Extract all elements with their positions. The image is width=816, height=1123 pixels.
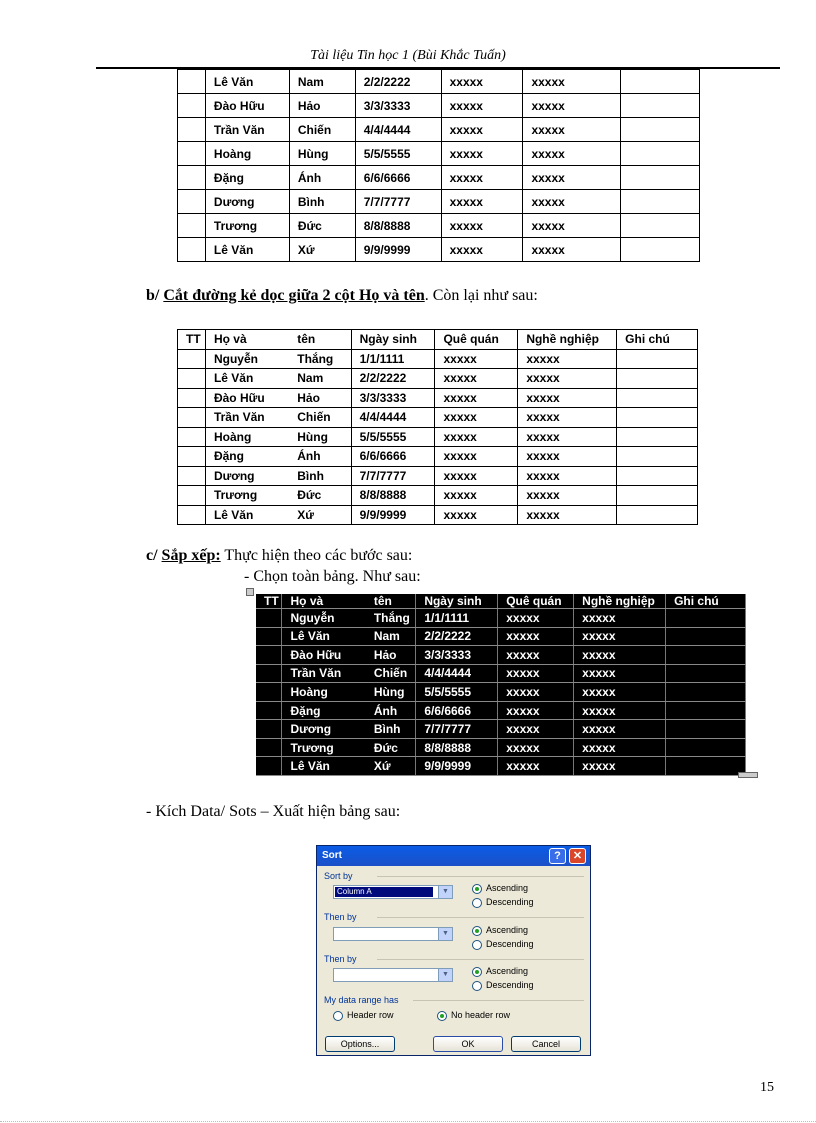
table-cell xyxy=(178,369,206,389)
section-c-prefix: c/ xyxy=(146,547,162,564)
chevron-down-icon[interactable]: ▼ xyxy=(438,969,452,981)
table-cell: Nam xyxy=(289,369,351,389)
table-row xyxy=(178,142,700,166)
table-row xyxy=(178,466,698,486)
table-row xyxy=(256,720,746,739)
table-cell: Bình xyxy=(289,466,351,486)
table-cell: 6/6/6666 xyxy=(355,166,441,190)
table-row xyxy=(256,757,746,776)
sort-by-ascending-radio[interactable] xyxy=(472,883,528,894)
radio-selected-icon xyxy=(472,884,482,894)
page-header-title: Tài liệu Tin học 1 (Bùi Khắc Tuấn) xyxy=(310,48,506,63)
table-cell: xxxxx xyxy=(498,683,574,702)
then-by-2-ascending-radio[interactable] xyxy=(472,966,528,977)
table-cell: Hùng xyxy=(289,142,355,166)
sort-dialog-titlebar xyxy=(317,846,590,866)
table-cell: Lê Văn xyxy=(282,627,366,646)
chevron-down-icon[interactable]: ▼ xyxy=(438,886,452,898)
table-cell: Chiến xyxy=(366,664,416,683)
then-by-2-label: Then by xyxy=(324,954,357,964)
table-cell xyxy=(178,238,206,262)
table-cell xyxy=(178,94,206,118)
table-cell: Chiến xyxy=(289,118,355,142)
table-cell xyxy=(178,70,206,94)
table-cell: Nguyễn xyxy=(205,349,289,369)
table-cell: xxxxx xyxy=(441,70,523,94)
radio-icon xyxy=(472,898,482,908)
table-cell: 8/8/8888 xyxy=(351,486,435,506)
table-cell: Đức xyxy=(366,738,416,757)
table-cell: xxxxx xyxy=(523,118,621,142)
table-cell xyxy=(621,94,700,118)
table-cell: Trần Văn xyxy=(282,664,366,683)
table-cell: xxxxx xyxy=(523,238,621,262)
table-cell: Ánh xyxy=(366,701,416,720)
table-cell: xxxxx xyxy=(435,466,518,486)
sort-by-value: Column A xyxy=(335,887,433,897)
table-cell: Hoàng xyxy=(282,683,366,702)
table-cell: Bình xyxy=(366,720,416,739)
close-button[interactable]: ✕ xyxy=(569,848,586,864)
table-row xyxy=(256,738,746,757)
table-cell: 7/7/7777 xyxy=(351,466,435,486)
table-cell: 3/3/3333 xyxy=(351,388,435,408)
table-cell xyxy=(621,166,700,190)
table-cell xyxy=(256,627,282,646)
table-cell: Đào Hữu xyxy=(282,646,366,665)
table-cell: Xứ xyxy=(289,505,351,525)
radio-icon xyxy=(472,981,482,991)
table-cell: Lê Văn xyxy=(205,369,289,389)
table-cell: Đặng xyxy=(282,701,366,720)
table-cell: 5/5/5555 xyxy=(355,142,441,166)
descending-label: Descending xyxy=(486,897,534,907)
table-cell: xxxxx xyxy=(435,369,518,389)
then-by-2-descending-radio[interactable] xyxy=(472,980,534,991)
table-header-cell: Họ và xyxy=(282,594,366,609)
table-cell: xxxxx xyxy=(498,720,574,739)
table-cell: Trần Văn xyxy=(205,118,289,142)
table-cell xyxy=(178,505,206,525)
table-cell xyxy=(617,369,698,389)
page-bottom-rule xyxy=(0,1121,816,1122)
radio-selected-icon xyxy=(472,926,482,936)
table-cell: Ánh xyxy=(289,166,355,190)
table-cell: Đặng xyxy=(205,166,289,190)
table-cell: Trần Văn xyxy=(205,408,289,428)
sort-dialog xyxy=(316,845,591,1056)
table-header-row xyxy=(256,594,746,609)
sort-dialog-title: Sort xyxy=(322,850,342,861)
table-cell: xxxxx xyxy=(574,701,666,720)
table-cell: Hoàng xyxy=(205,427,289,447)
table-cell: Dương xyxy=(205,466,289,486)
table-cell: Thắng xyxy=(289,349,351,369)
table-cell xyxy=(617,408,698,428)
section-b-emphasis: Cắt đường kẻ dọc giữa 2 cột Họ và tên xyxy=(163,287,425,304)
table-cell: xxxxx xyxy=(498,646,574,665)
table-cell xyxy=(178,486,206,506)
table-row xyxy=(178,238,700,262)
table-cell: xxxxx xyxy=(441,118,523,142)
table-cell: xxxxx xyxy=(574,683,666,702)
table-cell: 5/5/5555 xyxy=(416,683,498,702)
table-cell: xxxxx xyxy=(518,447,617,467)
table-cell: xxxxx xyxy=(518,505,617,525)
table-cell xyxy=(666,720,746,739)
table-cell: xxxxx xyxy=(518,369,617,389)
sort-by-descending-radio[interactable] xyxy=(472,897,534,908)
section-c-suffix: Thực hiện theo các bước sau: xyxy=(220,547,413,564)
table-header-cell: tên xyxy=(289,330,351,350)
table-row xyxy=(178,70,700,94)
table-cell: xxxxx xyxy=(435,447,518,467)
table-row xyxy=(178,118,700,142)
then-by-1-descending-radio[interactable] xyxy=(472,939,534,950)
table-cell: xxxxx xyxy=(574,646,666,665)
range-label: My data range has xyxy=(324,995,399,1005)
sort-by-combo[interactable] xyxy=(333,885,453,899)
table-header-cell: Nghề nghiệp xyxy=(574,594,666,609)
ascending-label: Ascending xyxy=(486,966,529,976)
table-cell xyxy=(666,701,746,720)
table-cell xyxy=(178,142,206,166)
table-row xyxy=(178,408,698,428)
radio-selected-icon xyxy=(437,1011,447,1021)
table-row xyxy=(256,609,746,628)
table-cell xyxy=(621,214,700,238)
table-merged-name xyxy=(177,329,698,525)
table-cell xyxy=(256,683,282,702)
table-cell xyxy=(621,190,700,214)
table-cell: 9/9/9999 xyxy=(351,505,435,525)
table-cell: xxxxx xyxy=(574,627,666,646)
table-cell: 2/2/2222 xyxy=(416,627,498,646)
sort-by-label: Sort by xyxy=(324,871,353,881)
table-cell: xxxxx xyxy=(518,486,617,506)
table-header-cell: Ghi chú xyxy=(617,330,698,350)
no-header-row-label: No header row xyxy=(451,1010,511,1020)
table-cell: Lê Văn xyxy=(205,70,289,94)
table-cell xyxy=(178,118,206,142)
table-cell: xxxxx xyxy=(435,408,518,428)
table-cell xyxy=(178,447,206,467)
table-header-cell: Nghề nghiệp xyxy=(518,330,617,350)
divider xyxy=(413,1000,584,1001)
table-row xyxy=(256,646,746,665)
table-resize-handle[interactable] xyxy=(738,772,758,778)
then-by-1-ascending-radio[interactable] xyxy=(472,925,528,936)
table-cell: Trương xyxy=(205,486,289,506)
section-c-emphasis: Sắp xếp: xyxy=(161,547,221,564)
table-row xyxy=(178,94,700,118)
table-cell: 8/8/8888 xyxy=(355,214,441,238)
table-cell xyxy=(617,486,698,506)
table-header-cell: TT xyxy=(256,594,282,609)
table-cell xyxy=(256,701,282,720)
descending-label: Descending xyxy=(486,939,534,949)
table-cell: xxxxx xyxy=(518,427,617,447)
table-header-cell: Họ và xyxy=(205,330,289,350)
ok-button[interactable]: OK xyxy=(433,1036,503,1052)
then-by-1-combo[interactable] xyxy=(333,927,453,941)
table-cell xyxy=(178,166,206,190)
table-cell: 1/1/1111 xyxy=(416,609,498,628)
ascending-label: Ascending xyxy=(486,883,529,893)
table-cell xyxy=(256,609,282,628)
table-header-cell: Ghi chú xyxy=(666,594,746,609)
table-cell: Dương xyxy=(282,720,366,739)
table-cell xyxy=(666,664,746,683)
table-cell: Đức xyxy=(289,486,351,506)
header-row-label: Header row xyxy=(347,1010,394,1020)
table-row xyxy=(256,627,746,646)
table-header-cell: tên xyxy=(366,594,416,609)
table-header-cell: Quê quán xyxy=(498,594,574,609)
table-header-cell: TT xyxy=(178,330,206,350)
table-cell: Hùng xyxy=(366,683,416,702)
table-cell: xxxxx xyxy=(435,505,518,525)
header-row-radio[interactable] xyxy=(333,1010,394,1021)
table-cell: 4/4/4444 xyxy=(355,118,441,142)
table-cell: 2/2/2222 xyxy=(355,70,441,94)
table-cell: Hảo xyxy=(366,646,416,665)
table-header-row xyxy=(178,330,698,350)
table-cell: xxxxx xyxy=(441,190,523,214)
table-cell xyxy=(617,349,698,369)
table-cell: Hảo xyxy=(289,94,355,118)
table-cell: xxxxx xyxy=(518,408,617,428)
table-row xyxy=(256,683,746,702)
table-cell: 3/3/3333 xyxy=(416,646,498,665)
section-b-prefix: b/ xyxy=(146,287,164,304)
table-cell: Trương xyxy=(282,738,366,757)
chevron-down-icon[interactable]: ▼ xyxy=(438,928,452,940)
table-cell: xxxxx xyxy=(441,214,523,238)
table-cell xyxy=(256,664,282,683)
table-cell xyxy=(178,466,206,486)
table-cell: xxxxx xyxy=(498,701,574,720)
table-cell: xxxxx xyxy=(441,238,523,262)
table-cell: xxxxx xyxy=(498,738,574,757)
radio-selected-icon xyxy=(472,967,482,977)
table-cell: Đào Hữu xyxy=(205,388,289,408)
section-b-paragraph xyxy=(146,287,538,305)
table-cell: xxxxx xyxy=(441,166,523,190)
table-continuation xyxy=(177,69,700,262)
table-cell xyxy=(617,447,698,467)
table-cell: xxxxx xyxy=(441,142,523,166)
table-cell: 4/4/4444 xyxy=(416,664,498,683)
table-cell: xxxxx xyxy=(574,609,666,628)
table-cell xyxy=(666,683,746,702)
table-cell: Hoàng xyxy=(205,142,289,166)
table-cell xyxy=(178,408,206,428)
table-cell xyxy=(256,757,282,776)
table-cell: Hảo xyxy=(289,388,351,408)
table-cell: Đức xyxy=(289,214,355,238)
table-cell xyxy=(178,349,206,369)
table-cell: xxxxx xyxy=(574,757,666,776)
table-cell: Ánh xyxy=(289,447,351,467)
options-button[interactable]: Options... xyxy=(325,1036,395,1052)
section-b-suffix: . Còn lại như sau: xyxy=(424,287,538,304)
table-cell: 8/8/8888 xyxy=(416,738,498,757)
table-cell: xxxxx xyxy=(574,720,666,739)
table-cell: xxxxx xyxy=(523,142,621,166)
table-cell xyxy=(617,388,698,408)
table-cell: Nam xyxy=(366,627,416,646)
table-cell: xxxxx xyxy=(435,486,518,506)
table-cell: xxxxx xyxy=(498,757,574,776)
table-cell: Thắng xyxy=(366,609,416,628)
then-by-2-combo[interactable] xyxy=(333,968,453,982)
table-cell: 4/4/4444 xyxy=(351,408,435,428)
table-row xyxy=(178,369,698,389)
table-cell: 9/9/9999 xyxy=(416,757,498,776)
table-row xyxy=(178,214,700,238)
table-cell: Hùng xyxy=(289,427,351,447)
table-cell: Đào Hữu xyxy=(205,94,289,118)
table-cell: xxxxx xyxy=(523,190,621,214)
cancel-button[interactable]: Cancel xyxy=(511,1036,581,1052)
table-cell: 3/3/3333 xyxy=(355,94,441,118)
table-cell: Xứ xyxy=(366,757,416,776)
then-by-1-label: Then by xyxy=(324,912,357,922)
table-row xyxy=(178,427,698,447)
table-cell xyxy=(666,627,746,646)
table-cell xyxy=(256,720,282,739)
table-selected[interactable] xyxy=(256,594,746,776)
table-row xyxy=(178,486,698,506)
table-row xyxy=(256,701,746,720)
table-move-handle[interactable] xyxy=(246,588,254,596)
table-cell: Lê Văn xyxy=(205,238,289,262)
divider xyxy=(377,917,584,918)
table-cell: xxxxx xyxy=(523,70,621,94)
table-cell xyxy=(666,609,746,628)
step2-text: - Kích Data/ Sots – Xuất hiện bảng sau: xyxy=(146,803,401,820)
table-header-cell: Ngày sinh xyxy=(416,594,498,609)
table-cell xyxy=(178,214,206,238)
table-cell: Chiến xyxy=(289,408,351,428)
table-cell: xxxxx xyxy=(498,664,574,683)
table-cell xyxy=(256,646,282,665)
table-cell: Bình xyxy=(289,190,355,214)
table-cell: xxxxx xyxy=(498,609,574,628)
table-cell: Dương xyxy=(205,190,289,214)
table-row xyxy=(178,505,698,525)
table-header-cell: Ngày sinh xyxy=(351,330,435,350)
table-cell: xxxxx xyxy=(523,214,621,238)
table-cell: 6/6/6666 xyxy=(351,447,435,467)
table-cell xyxy=(178,190,206,214)
table-row xyxy=(178,190,700,214)
table-cell: xxxxx xyxy=(435,388,518,408)
table-cell: Lê Văn xyxy=(282,757,366,776)
radio-icon xyxy=(472,940,482,950)
table-cell: 2/2/2222 xyxy=(351,369,435,389)
table-cell: xxxxx xyxy=(523,94,621,118)
table-row xyxy=(178,388,698,408)
table-cell: Xứ xyxy=(289,238,355,262)
table-cell: Lê Văn xyxy=(205,505,289,525)
table-cell xyxy=(621,142,700,166)
table-cell: xxxxx xyxy=(518,388,617,408)
table-cell: Trương xyxy=(205,214,289,238)
divider xyxy=(377,876,584,877)
table-row xyxy=(178,166,700,190)
section-c-paragraph xyxy=(146,547,412,565)
table-cell: 9/9/9999 xyxy=(355,238,441,262)
table-cell xyxy=(178,388,206,408)
table-cell: xxxxx xyxy=(574,738,666,757)
table-cell xyxy=(666,757,746,776)
table-cell: xxxxx xyxy=(435,427,518,447)
table-cell: xxxxx xyxy=(574,664,666,683)
table-cell: xxxxx xyxy=(441,94,523,118)
section-c-step1: - Chọn toàn bảng. Như sau: xyxy=(244,568,421,585)
table-cell: Nguyễn xyxy=(282,609,366,628)
table-cell: xxxxx xyxy=(518,466,617,486)
table-cell: 6/6/6666 xyxy=(416,701,498,720)
table-row xyxy=(178,447,698,467)
table-row xyxy=(256,664,746,683)
table-cell xyxy=(617,505,698,525)
table-cell: xxxxx xyxy=(518,349,617,369)
table-cell xyxy=(178,427,206,447)
table-cell: 1/1/1111 xyxy=(351,349,435,369)
table-cell: Đặng xyxy=(205,447,289,467)
table-cell: xxxxx xyxy=(523,166,621,190)
table-cell xyxy=(617,466,698,486)
table-cell xyxy=(666,738,746,757)
table-header-cell: Quê quán xyxy=(435,330,518,350)
page-number: 15 xyxy=(760,1080,774,1095)
radio-icon xyxy=(333,1011,343,1021)
table-cell: 7/7/7777 xyxy=(416,720,498,739)
table-cell: 5/5/5555 xyxy=(351,427,435,447)
table-cell xyxy=(621,70,700,94)
descending-label: Descending xyxy=(486,980,534,990)
table-cell xyxy=(621,238,700,262)
ascending-label: Ascending xyxy=(486,925,529,935)
table-cell xyxy=(666,646,746,665)
no-header-row-radio[interactable] xyxy=(437,1010,510,1021)
table-cell xyxy=(256,738,282,757)
table-cell: Nam xyxy=(289,70,355,94)
table-cell: xxxxx xyxy=(498,627,574,646)
table-cell: 7/7/7777 xyxy=(355,190,441,214)
table-cell xyxy=(621,118,700,142)
help-button[interactable]: ? xyxy=(549,848,566,864)
divider xyxy=(377,959,584,960)
table-cell xyxy=(617,427,698,447)
table-row xyxy=(178,349,698,369)
table-cell: xxxxx xyxy=(435,349,518,369)
